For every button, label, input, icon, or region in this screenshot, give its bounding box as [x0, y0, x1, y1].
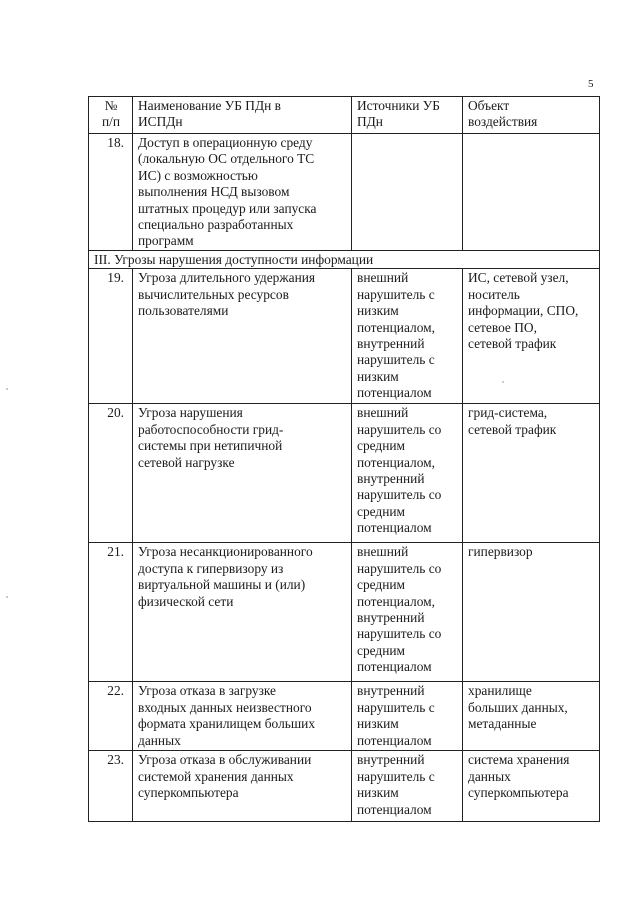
threats-table: [88, 96, 600, 822]
row-number: 22.: [89, 682, 133, 751]
page-number: 5: [588, 78, 594, 90]
row-threat-name: Угроза несанкционированного доступа к гипервизору из виртуальной машины и (или) физической сети: [133, 543, 352, 682]
row-target: хранилище больших данных, метаданные: [463, 682, 600, 751]
scan-mark: [6, 596, 8, 598]
row-target: система хранения данных суперкомпьютера: [463, 751, 600, 822]
header-number: № п/п: [89, 97, 133, 134]
table-header-row: [89, 97, 600, 134]
table-row: [89, 134, 600, 251]
row-threat-name: Угроза отказа в загрузке входных данных неизвестного формата хранилищем больших данных: [133, 682, 352, 751]
row-target: гипервизор: [463, 543, 600, 682]
header-sources: Источники УБ ПДн: [352, 97, 463, 134]
row-sources: внешний нарушитель со средним потенциалом, внутренний нарушитель со средним потенциалом: [352, 404, 463, 543]
row-number: 19.: [89, 269, 133, 404]
row-threat-name: Угроза отказа в обслуживании системой хранения данных суперкомпьютера: [133, 751, 352, 822]
row-threat-name: Доступ в операционную среду (локальную ОС отдельного ТС ИС) с возможностью выполнения НСД вызовом штатных процедур или запуска специально разработанных программ: [133, 134, 352, 251]
row-number: 18.: [89, 134, 133, 251]
row-target: ИС, сетевой узел, носитель информации, СПО, сетевое ПО, сетевой трафик: [463, 269, 600, 404]
row-number: 23.: [89, 751, 133, 822]
row-threat-name: Угроза длительного удержания вычислительных ресурсов пользователями: [133, 269, 352, 404]
scan-mark: [6, 388, 8, 390]
table-row: [89, 543, 600, 682]
row-sources: внутренний нарушитель с низким потенциалом: [352, 682, 463, 751]
header-threat-name: Наименование УБ ПДн в ИСПДн: [133, 97, 352, 134]
row-number: 21.: [89, 543, 133, 682]
row-target: [463, 134, 600, 251]
row-sources: внешний нарушитель со средним потенциалом, внутренний нарушитель со средним потенциалом: [352, 543, 463, 682]
table-row: [89, 404, 600, 543]
row-number: 20.: [89, 404, 133, 543]
row-sources: [352, 134, 463, 251]
row-threat-name: Угроза нарушения работоспособности грид- системы при нетипичной сетевой нагрузке: [133, 404, 352, 543]
section-heading-row: [89, 251, 600, 269]
header-target: Объект воздействия: [463, 97, 600, 134]
row-sources: внутренний нарушитель с низким потенциалом: [352, 751, 463, 822]
table-row: [89, 751, 600, 822]
row-target: грид-система, сетевой трафик: [463, 404, 600, 543]
section-title: III. Угрозы нарушения доступности информации: [89, 251, 600, 269]
row-sources: внешний нарушитель с низким потенциалом, внутренний нарушитель с низким потенциалом: [352, 269, 463, 404]
table-row: [89, 269, 600, 404]
table-row: [89, 682, 600, 751]
